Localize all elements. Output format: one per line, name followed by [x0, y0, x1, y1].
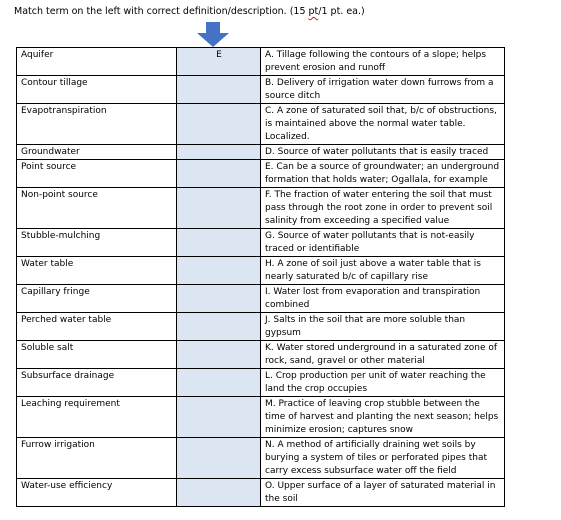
table-row [17, 145, 505, 160]
definition-cell: L. Crop production per unit of water reaching the land the crop occupies [261, 369, 505, 397]
matching-table [16, 47, 505, 507]
definition-cell: B. Delivery of irrigation water down furrows from a source ditch [261, 76, 505, 104]
answer-cell[interactable] [177, 285, 261, 313]
table-row [17, 257, 505, 285]
table-row [17, 397, 505, 438]
definition-cell: O. Upper surface of a layer of saturated material in the soil [261, 479, 505, 507]
table-row [17, 76, 505, 104]
answer-cell[interactable]: E [177, 48, 261, 76]
term-cell: Perched water table [17, 313, 177, 341]
definition-cell: C. A zone of saturated soil that, b/c of obstructions, is maintained above the normal water table. Localized. [261, 104, 505, 145]
answer-cell[interactable] [177, 104, 261, 145]
answer-cell[interactable] [177, 188, 261, 229]
term-cell: Subsurface drainage [17, 369, 177, 397]
term-cell: Non-point source [17, 188, 177, 229]
table-row [17, 479, 505, 507]
instructions [14, 6, 365, 17]
definition-cell: K. Water stored underground in a saturated zone of rock, sand, gravel or other material [261, 341, 505, 369]
definition-cell: A. Tillage following the contours of a slope; helps prevent erosion and runoff [261, 48, 505, 76]
term-cell: Point source [17, 160, 177, 188]
table-row [17, 369, 505, 397]
term-cell: Soluble salt [17, 341, 177, 369]
term-cell: Water-use efficiency [17, 479, 177, 507]
answer-cell[interactable] [177, 145, 261, 160]
table-row [17, 188, 505, 229]
definition-cell: D. Source of water pollutants that is easily traced [261, 145, 505, 160]
term-cell: Aquifer [17, 48, 177, 76]
instructions-text-end: /1 pt. ea.) [318, 6, 365, 17]
instructions-text: Match term on the left with correct definition/description. (15 [14, 6, 309, 17]
points-word: pt [308, 6, 319, 17]
table-row [17, 104, 505, 145]
table-row [17, 313, 505, 341]
down-arrow-icon [193, 22, 233, 48]
answer-cell[interactable] [177, 313, 261, 341]
answer-cell[interactable] [177, 438, 261, 479]
answer-cell[interactable] [177, 479, 261, 507]
term-cell: Leaching requirement [17, 397, 177, 438]
definition-cell: F. The fraction of water entering the soil that must pass through the root zone in order to prevent soil salinity from exceeding a specified value [261, 188, 505, 229]
answer-cell[interactable] [177, 257, 261, 285]
term-cell: Stubble-mulching [17, 229, 177, 257]
answer-cell[interactable] [177, 397, 261, 438]
term-cell: Capillary fringe [17, 285, 177, 313]
answer-cell[interactable] [177, 229, 261, 257]
definition-cell: H. A zone of soil just above a water table that is nearly saturated b/c of capillary rise [261, 257, 505, 285]
definition-cell: N. A method of artificially draining wet soils by burying a system of tiles or perforated pipes that carry excess subsurface water off the field [261, 438, 505, 479]
term-cell: Evapotranspiration [17, 104, 177, 145]
definition-cell: I. Water lost from evaporation and transpiration combined [261, 285, 505, 313]
table-row [17, 341, 505, 369]
definition-cell: G. Source of water pollutants that is not-easily traced or identifiable [261, 229, 505, 257]
definition-cell: J. Salts in the soil that are more soluble than gypsum [261, 313, 505, 341]
definition-cell: E. Can be a source of groundwater; an underground formation that holds water; Ogallala, for example [261, 160, 505, 188]
table-row [17, 438, 505, 479]
term-cell: Contour tillage [17, 76, 177, 104]
term-cell: Groundwater [17, 145, 177, 160]
term-cell: Water table [17, 257, 177, 285]
term-cell: Furrow irrigation [17, 438, 177, 479]
table-row [17, 160, 505, 188]
table-row [17, 229, 505, 257]
definition-cell: M. Practice of leaving crop stubble between the time of harvest and planting the next season; helps minimize erosion; captures snow [261, 397, 505, 438]
answer-cell[interactable] [177, 76, 261, 104]
answer-cell[interactable] [177, 369, 261, 397]
answer-cell[interactable] [177, 341, 261, 369]
table-row [17, 48, 505, 76]
table-row [17, 285, 505, 313]
answer-cell[interactable] [177, 160, 261, 188]
